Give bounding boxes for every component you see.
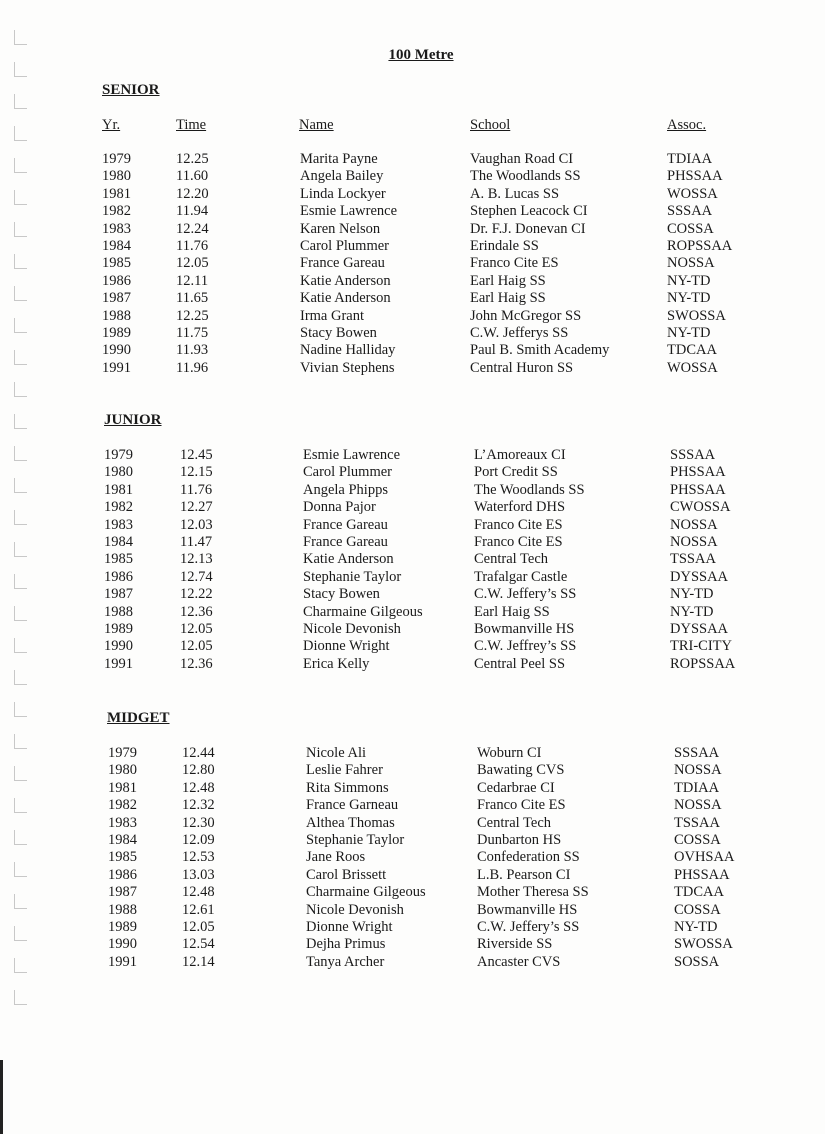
header-assoc: Assoc. xyxy=(667,117,707,133)
name-cell: Katie Anderson xyxy=(303,551,394,568)
binder-mark xyxy=(14,958,27,973)
school-cell: Earl Haig SS xyxy=(470,272,546,289)
header-school: School xyxy=(470,117,511,133)
assoc-cell: CWOSSA xyxy=(670,499,731,516)
time-cell: 11.93 xyxy=(176,342,209,359)
assoc-cell: DYSSAA xyxy=(670,568,729,585)
school-cell: Confederation SS xyxy=(477,849,580,866)
binder-mark xyxy=(14,830,27,845)
school-cell: Stephen Leacock CI xyxy=(470,203,588,220)
school-cell: C.W. Jeffrey’s SS xyxy=(474,638,577,655)
school-cell: Mother Theresa SS xyxy=(477,884,589,901)
year-cell: 1982 xyxy=(108,797,137,814)
page-title: 100 Metre xyxy=(388,47,454,63)
year-cell: 1991 xyxy=(104,655,133,672)
year-cell: 1986 xyxy=(104,568,133,585)
assoc-cell: PHSSAA xyxy=(670,464,726,481)
school-cell: L.B. Pearson CI xyxy=(477,866,571,883)
assoc-cell: NY-TD xyxy=(670,586,714,603)
time-cell: 12.27 xyxy=(180,499,213,516)
assoc-cell: OVHSAA xyxy=(674,849,735,866)
year-cell: 1990 xyxy=(108,936,137,953)
time-cell: 12.54 xyxy=(182,936,215,953)
assoc-cell: PHSSAA xyxy=(667,168,723,185)
section-label-midget: MIDGET xyxy=(107,710,170,726)
name-cell: Dionne Wright xyxy=(303,638,390,655)
name-cell: Irma Grant xyxy=(300,307,365,324)
binder-mark xyxy=(14,606,27,621)
year-cell: 1987 xyxy=(104,586,133,603)
time-cell: 11.60 xyxy=(176,168,209,185)
year-cell: 1988 xyxy=(104,603,133,620)
binder-mark xyxy=(14,702,27,717)
name-cell: Donna Pajor xyxy=(303,499,376,516)
school-cell: Erindale SS xyxy=(470,237,539,254)
time-cell: 12.05 xyxy=(180,620,213,637)
assoc-cell: NY-TD xyxy=(667,290,711,307)
name-cell: Katie Anderson xyxy=(300,272,391,289)
school-cell: Bawating CVS xyxy=(477,762,565,779)
school-cell: L’Amoreaux CI xyxy=(474,447,566,463)
time-cell: 12.53 xyxy=(182,849,215,866)
name-cell: Nicole Ali xyxy=(306,745,367,761)
binder-mark xyxy=(14,190,27,205)
binder-mark xyxy=(14,158,27,173)
school-cell: Dr. F.J. Donevan CI xyxy=(470,220,586,237)
assoc-cell: NY-TD xyxy=(674,918,718,935)
year-cell: 1985 xyxy=(102,255,131,272)
name-cell: Angela Phipps xyxy=(303,481,388,498)
year-cell: 1984 xyxy=(108,831,137,848)
name-cell: Stacy Bowen xyxy=(300,324,377,341)
school-cell: Vaughan Road CI xyxy=(470,151,574,167)
name-cell: Rita Simmons xyxy=(306,779,389,796)
assoc-cell: SSSAA xyxy=(667,203,713,220)
year-cell: 1986 xyxy=(102,272,131,289)
school-cell: C.W. Jeffery’s SS xyxy=(477,918,580,935)
school-cell: Bowmanville HS xyxy=(477,901,578,918)
assoc-cell: NY-TD xyxy=(670,603,714,620)
time-cell: 12.09 xyxy=(182,831,215,848)
assoc-cell: SOSSA xyxy=(674,953,720,970)
time-cell: 12.05 xyxy=(182,918,215,935)
school-cell: Central Huron SS xyxy=(470,359,574,376)
time-cell: 12.30 xyxy=(182,814,215,831)
year-cell: 1985 xyxy=(108,849,137,866)
header-name: Name xyxy=(299,117,334,133)
assoc-cell: NY-TD xyxy=(667,272,711,289)
name-cell: Nicole Devonish xyxy=(306,901,404,918)
assoc-cell: NOSSA xyxy=(674,797,722,814)
time-cell: 12.61 xyxy=(182,901,215,918)
binder-mark xyxy=(14,286,27,301)
year-cell: 1991 xyxy=(108,953,137,970)
school-cell: Franco Cite ES xyxy=(474,533,563,550)
binder-mark xyxy=(14,798,27,813)
name-cell: Nicole Devonish xyxy=(303,620,401,637)
section-label-senior: SENIOR xyxy=(102,82,160,98)
year-cell: 1980 xyxy=(104,464,133,481)
assoc-cell: NOSSA xyxy=(670,533,718,550)
assoc-cell: SSSAA xyxy=(670,447,716,463)
assoc-cell: SWOSSA xyxy=(674,936,733,953)
school-cell: Woburn CI xyxy=(477,745,542,761)
assoc-cell: COSSA xyxy=(674,901,721,918)
name-cell: France Gareau xyxy=(303,533,388,550)
time-cell: 12.80 xyxy=(182,762,215,779)
name-cell: Stacy Bowen xyxy=(303,586,380,603)
time-cell: 12.44 xyxy=(182,745,215,761)
year-cell: 1981 xyxy=(102,185,131,202)
name-cell: Leslie Fahrer xyxy=(306,762,383,779)
time-cell: 11.94 xyxy=(176,203,209,220)
assoc-cell: SSSAA xyxy=(674,745,720,761)
name-cell: Erica Kelly xyxy=(303,655,370,672)
header-time: Time xyxy=(176,117,207,133)
school-cell: John McGregor SS xyxy=(470,307,582,324)
year-cell: 1991 xyxy=(102,359,131,376)
school-cell: Earl Haig SS xyxy=(470,290,546,307)
assoc-cell: NOSSA xyxy=(674,762,722,779)
name-cell: Carol Brissett xyxy=(306,866,387,883)
year-cell: 1988 xyxy=(108,901,137,918)
year-cell: 1989 xyxy=(104,620,133,637)
name-cell: Dionne Wright xyxy=(306,918,393,935)
time-cell: 12.11 xyxy=(176,272,209,289)
name-cell: Angela Bailey xyxy=(300,168,384,185)
name-cell: Tanya Archer xyxy=(306,953,385,970)
time-cell: 12.36 xyxy=(180,655,213,672)
time-cell: 12.03 xyxy=(180,516,213,533)
binder-mark xyxy=(14,382,27,397)
assoc-cell: NY-TD xyxy=(667,324,711,341)
binder-mark xyxy=(14,254,27,269)
binder-mark xyxy=(14,510,27,525)
time-cell: 12.45 xyxy=(180,447,213,463)
time-cell: 11.47 xyxy=(180,533,213,550)
binder-mark xyxy=(14,222,27,237)
school-cell: Port Credit SS xyxy=(474,464,558,481)
school-cell: The Woodlands SS xyxy=(470,168,581,185)
time-cell: 11.65 xyxy=(176,290,209,307)
time-cell: 12.25 xyxy=(176,151,209,167)
year-cell: 1987 xyxy=(108,884,137,901)
year-cell: 1979 xyxy=(102,151,131,167)
name-cell: Karen Nelson xyxy=(300,220,381,237)
time-cell: 12.32 xyxy=(182,797,215,814)
school-cell: Waterford DHS xyxy=(474,499,566,516)
time-cell: 11.76 xyxy=(176,237,209,254)
school-cell: Cedarbrae CI xyxy=(477,779,555,796)
page-edge-shadow xyxy=(0,1060,3,1134)
binder-mark xyxy=(14,126,27,141)
year-cell: 1982 xyxy=(102,203,131,220)
time-cell: 11.76 xyxy=(180,481,213,498)
name-cell: France Gareau xyxy=(300,255,385,272)
assoc-cell: TDIAA xyxy=(667,151,713,167)
assoc-cell: TSSAA xyxy=(674,814,720,831)
school-cell: Central Tech xyxy=(474,551,549,568)
name-cell: Dejha Primus xyxy=(306,936,386,953)
year-cell: 1979 xyxy=(108,745,137,761)
name-cell: France Gareau xyxy=(303,516,388,533)
year-cell: 1986 xyxy=(108,866,137,883)
year-cell: 1980 xyxy=(108,762,137,779)
binder-hole-marks xyxy=(14,30,30,1020)
time-cell: 12.74 xyxy=(180,568,213,585)
name-cell: Stephanie Taylor xyxy=(303,568,402,585)
binder-mark xyxy=(14,446,27,461)
name-cell: Charmaine Gilgeous xyxy=(306,884,426,901)
assoc-cell: SWOSSA xyxy=(667,307,726,324)
school-cell: Riverside SS xyxy=(477,936,553,953)
school-cell: Dunbarton HS xyxy=(477,831,562,848)
year-cell: 1989 xyxy=(108,918,137,935)
school-cell: Bowmanville HS xyxy=(474,620,575,637)
year-cell: 1984 xyxy=(104,533,133,550)
assoc-cell: TDCAA xyxy=(674,884,724,901)
assoc-cell: TSSAA xyxy=(670,551,716,568)
school-cell: C.W. Jefferys SS xyxy=(470,324,569,341)
assoc-cell: DYSSAA xyxy=(670,620,729,637)
assoc-cell: WOSSA xyxy=(667,359,718,376)
time-cell: 12.13 xyxy=(180,551,213,568)
binder-mark xyxy=(14,62,27,77)
time-cell: 12.20 xyxy=(176,185,209,202)
year-cell: 1985 xyxy=(104,551,133,568)
binder-mark xyxy=(14,414,27,429)
time-cell: 12.15 xyxy=(180,464,213,481)
assoc-cell: TDIAA xyxy=(674,779,720,796)
assoc-cell: COSSA xyxy=(667,220,714,237)
name-cell: Carol Plummer xyxy=(303,464,393,481)
time-cell: 11.75 xyxy=(176,324,209,341)
year-cell: 1980 xyxy=(102,168,131,185)
year-cell: 1990 xyxy=(102,342,131,359)
binder-mark xyxy=(14,318,27,333)
school-cell: Franco Cite ES xyxy=(470,255,559,272)
name-cell: Althea Thomas xyxy=(306,814,395,831)
header-yr: Yr. xyxy=(102,117,121,133)
year-cell: 1982 xyxy=(104,499,133,516)
time-cell: 12.24 xyxy=(176,220,209,237)
assoc-cell: ROPSSAA xyxy=(670,655,736,672)
binder-mark xyxy=(14,30,27,45)
school-cell: Franco Cite ES xyxy=(477,797,566,814)
name-cell: Marita Payne xyxy=(300,151,378,167)
binder-mark xyxy=(14,862,27,877)
year-cell: 1981 xyxy=(104,481,133,498)
time-cell: 12.36 xyxy=(180,603,213,620)
year-cell: 1988 xyxy=(102,307,131,324)
binder-mark xyxy=(14,94,27,109)
assoc-cell: TRI-CITY xyxy=(670,638,733,655)
year-cell: 1983 xyxy=(102,220,131,237)
time-cell: 11.96 xyxy=(176,359,209,376)
school-cell: The Woodlands SS xyxy=(474,481,585,498)
name-cell: Charmaine Gilgeous xyxy=(303,603,423,620)
year-cell: 1989 xyxy=(102,324,131,341)
assoc-cell: PHSSAA xyxy=(674,866,730,883)
binder-mark xyxy=(14,990,27,1005)
binder-mark xyxy=(14,638,27,653)
binder-mark xyxy=(14,350,27,365)
binder-mark xyxy=(14,542,27,557)
name-cell: Nadine Halliday xyxy=(300,342,396,359)
name-cell: Stephanie Taylor xyxy=(306,831,405,848)
time-cell: 12.14 xyxy=(182,953,215,970)
name-cell: France Garneau xyxy=(306,797,399,814)
school-cell: C.W. Jeffery’s SS xyxy=(474,586,577,603)
name-cell: Linda Lockyer xyxy=(300,185,386,202)
school-cell: Franco Cite ES xyxy=(474,516,563,533)
assoc-cell: WOSSA xyxy=(667,185,718,202)
time-cell: 13.03 xyxy=(182,866,215,883)
assoc-cell: PHSSAA xyxy=(670,481,726,498)
name-cell: Esmie Lawrence xyxy=(303,447,401,463)
school-cell: Central Tech xyxy=(477,814,552,831)
name-cell: Esmie Lawrence xyxy=(300,203,398,220)
year-cell: 1984 xyxy=(102,237,131,254)
binder-mark xyxy=(14,926,27,941)
name-cell: Jane Roos xyxy=(306,849,366,866)
school-cell: Central Peel SS xyxy=(474,655,566,672)
binder-mark xyxy=(14,574,27,589)
binder-mark xyxy=(14,478,27,493)
binder-mark xyxy=(14,670,27,685)
assoc-cell: COSSA xyxy=(674,831,721,848)
school-cell: A. B. Lucas SS xyxy=(470,185,560,202)
school-cell: Earl Haig SS xyxy=(474,603,550,620)
assoc-cell: ROPSSAA xyxy=(667,237,733,254)
binder-mark xyxy=(14,766,27,781)
time-cell: 12.25 xyxy=(176,307,209,324)
name-cell: Vivian Stephens xyxy=(300,359,395,376)
binder-mark xyxy=(14,894,27,909)
binder-mark xyxy=(14,734,27,749)
time-cell: 12.05 xyxy=(180,638,213,655)
school-cell: Trafalgar Castle xyxy=(474,568,568,585)
section-label-junior: JUNIOR xyxy=(104,412,162,428)
year-cell: 1981 xyxy=(108,779,137,796)
year-cell: 1990 xyxy=(104,638,133,655)
name-cell: Carol Plummer xyxy=(300,237,390,254)
time-cell: 12.48 xyxy=(182,779,215,796)
time-cell: 12.48 xyxy=(182,884,215,901)
name-cell: Katie Anderson xyxy=(300,290,391,307)
year-cell: 1983 xyxy=(104,516,133,533)
school-cell: Paul B. Smith Academy xyxy=(470,342,610,359)
year-cell: 1979 xyxy=(104,447,133,463)
year-cell: 1987 xyxy=(102,290,131,307)
time-cell: 12.05 xyxy=(176,255,209,272)
school-cell: Ancaster CVS xyxy=(477,953,561,970)
assoc-cell: TDCAA xyxy=(667,342,717,359)
assoc-cell: NOSSA xyxy=(667,255,715,272)
time-cell: 12.22 xyxy=(180,586,213,603)
year-cell: 1983 xyxy=(108,814,137,831)
assoc-cell: NOSSA xyxy=(670,516,718,533)
